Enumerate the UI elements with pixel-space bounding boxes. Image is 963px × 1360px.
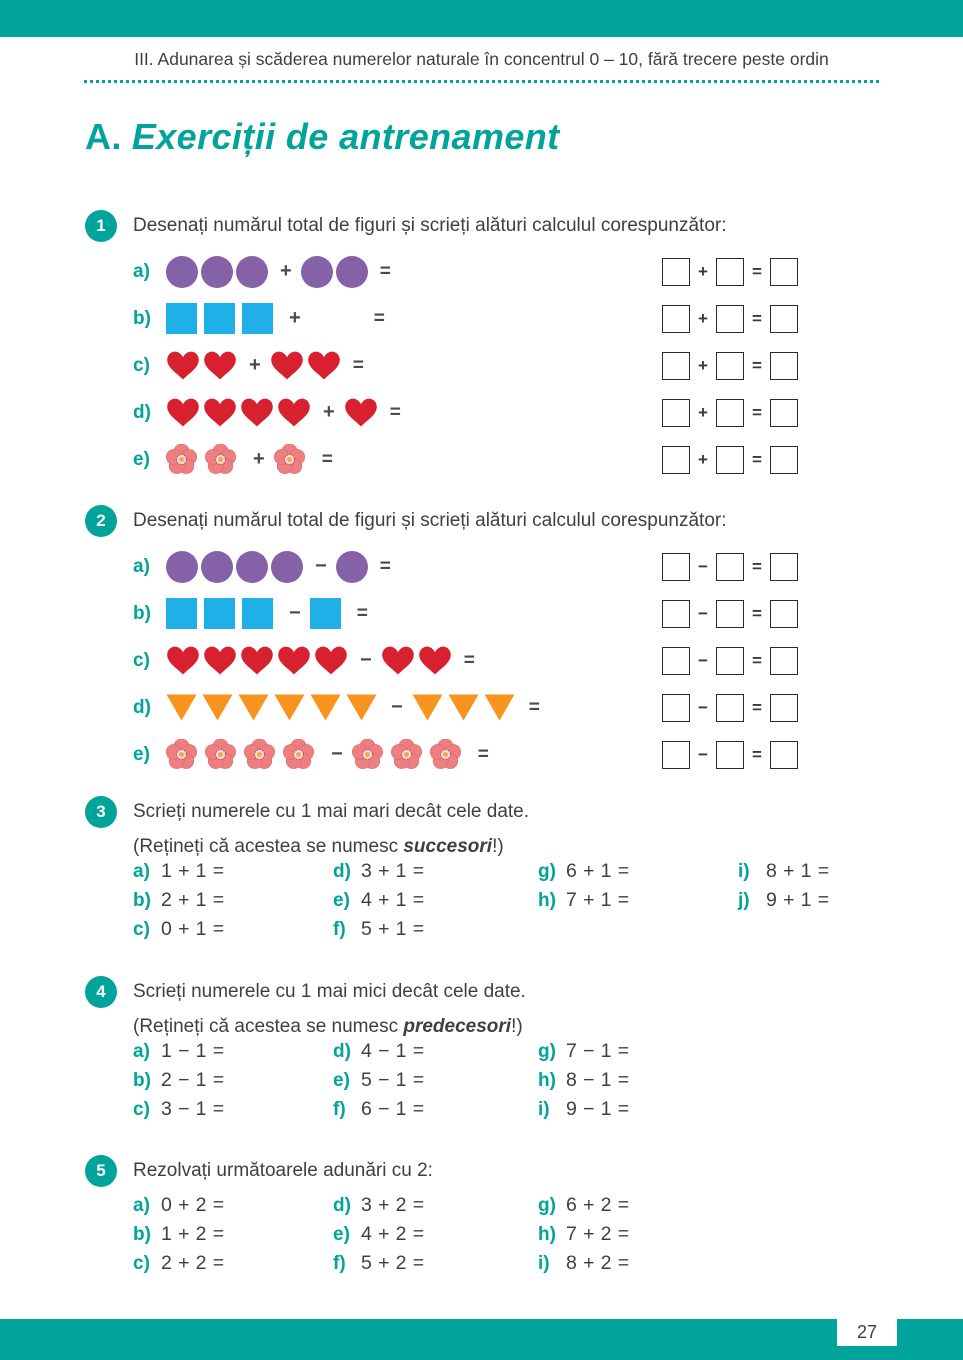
row-label: c) <box>133 354 150 376</box>
equals-sign: = <box>751 355 762 375</box>
heart-icon <box>203 350 237 381</box>
circle-shape-icon <box>166 551 198 583</box>
ex1-row-a <box>133 248 878 295</box>
note-term: predecesori <box>403 1016 512 1037</box>
answer-equation <box>662 305 798 333</box>
section-title-text: Exerciții de antrenament <box>131 116 560 157</box>
square-shape-icon <box>166 598 197 629</box>
ex3-column <box>538 857 738 944</box>
equals-sign: = <box>751 449 762 469</box>
note-term: succesori <box>403 836 493 857</box>
equals-sign: = <box>389 401 401 423</box>
triangle-icon <box>238 694 269 721</box>
item-expression: 4 − 1 = <box>361 1040 425 1062</box>
circle-shape-icon <box>236 551 268 583</box>
operator-sign: − <box>698 744 708 764</box>
item-label: h) <box>538 889 556 911</box>
note-suffix: !) <box>511 1016 523 1037</box>
ex4-item-f <box>333 1095 538 1124</box>
answer-box[interactable] <box>662 399 690 427</box>
operator-sign: + <box>280 260 292 282</box>
item-expression: 8 − 1 = <box>566 1069 630 1091</box>
heart-icon <box>381 645 415 676</box>
ex4-item-a <box>133 1037 333 1066</box>
ex3-item-i <box>738 857 830 886</box>
answer-box[interactable] <box>770 352 798 380</box>
item-label: h) <box>538 1069 556 1091</box>
ex5-item-i <box>538 1249 738 1278</box>
item-expression: 6 − 1 = <box>361 1098 425 1120</box>
exercise-3-note <box>133 835 878 859</box>
item-label: j) <box>738 889 750 911</box>
row-label: d) <box>133 401 151 423</box>
item-label: g) <box>538 1194 556 1216</box>
note-prefix: (Rețineți că acestea se numesc <box>133 836 404 857</box>
ex5-column <box>133 1191 333 1278</box>
ex3-item-g <box>538 857 738 886</box>
item-expression: 0 + 1 = <box>161 918 225 940</box>
item-label: f) <box>333 1098 346 1120</box>
ex1-row-d <box>133 389 878 436</box>
operator-sign: + <box>698 449 708 469</box>
exercise-3-header <box>85 791 878 828</box>
ex4-column <box>133 1037 333 1124</box>
item-expression: 5 + 1 = <box>361 918 425 940</box>
heart-icon <box>344 397 378 428</box>
operator-sign: − <box>698 603 708 623</box>
ex5-item-c <box>133 1249 333 1278</box>
ex2-row-b <box>133 590 878 637</box>
item-label: e) <box>333 1069 350 1091</box>
ex3-item-e <box>333 886 538 915</box>
operator-sign: − <box>391 696 403 718</box>
exercise-5 <box>85 1150 878 1278</box>
item-expression: 8 + 1 = <box>766 860 830 882</box>
ex4-item-d <box>333 1037 538 1066</box>
answer-box[interactable] <box>662 600 690 628</box>
circle-shape-icon <box>336 256 368 288</box>
equals-sign: = <box>751 744 762 764</box>
answer-equation <box>662 600 798 628</box>
section-title <box>85 116 560 158</box>
answer-box[interactable] <box>770 399 798 427</box>
answer-box[interactable] <box>662 741 690 769</box>
row-label: b) <box>133 307 151 329</box>
equals-sign: = <box>379 260 391 282</box>
item-expression: 5 − 1 = <box>361 1069 425 1091</box>
triangle-icon <box>202 694 233 721</box>
exercise-5-header <box>85 1150 878 1187</box>
circle-shape-icon <box>236 256 268 288</box>
item-label: a) <box>133 860 150 882</box>
answer-box[interactable] <box>716 694 744 722</box>
item-label: g) <box>538 1040 556 1062</box>
ex4-item-i <box>538 1095 738 1124</box>
item-label: h) <box>538 1223 556 1245</box>
item-label: a) <box>133 1040 150 1062</box>
item-expression: 2 − 1 = <box>161 1069 225 1091</box>
flower-icon <box>274 444 305 475</box>
heart-icon <box>270 350 304 381</box>
item-expression: 6 + 1 = <box>566 860 630 882</box>
equals-sign: = <box>751 308 762 328</box>
circle-shape-icon <box>271 551 303 583</box>
row-label: c) <box>133 649 150 671</box>
item-expression: 1 + 2 = <box>161 1223 225 1245</box>
flower-icon <box>283 739 314 770</box>
ex5-item-g <box>538 1191 738 1220</box>
circle-shape-icon <box>201 256 233 288</box>
answer-equation <box>662 446 798 474</box>
ex4-item-e <box>333 1066 538 1095</box>
row-label: d) <box>133 696 151 718</box>
item-expression: 9 + 1 = <box>766 889 830 911</box>
answer-box[interactable] <box>662 446 690 474</box>
answer-box[interactable] <box>770 258 798 286</box>
row-label: a) <box>133 555 150 577</box>
heart-icon <box>166 397 200 428</box>
circle-shape-icon <box>301 256 333 288</box>
answer-box[interactable] <box>716 258 744 286</box>
exercise-4-items <box>133 1037 878 1124</box>
top-accent-bar <box>0 0 963 37</box>
ex5-item-h <box>538 1220 738 1249</box>
answer-box[interactable] <box>770 553 798 581</box>
equals-sign: = <box>373 307 385 329</box>
answer-box[interactable] <box>770 694 798 722</box>
item-label: i) <box>538 1252 550 1274</box>
ex1-row-c <box>133 342 878 389</box>
flower-icon <box>166 444 197 475</box>
dotted-divider <box>84 80 879 83</box>
answer-box[interactable] <box>716 647 744 675</box>
item-label: e) <box>333 1223 350 1245</box>
operator-sign: − <box>289 602 301 624</box>
item-label: d) <box>333 1194 351 1216</box>
answer-box[interactable] <box>662 694 690 722</box>
item-expression: 6 + 2 = <box>566 1194 630 1216</box>
answer-box[interactable] <box>662 258 690 286</box>
exercise-3-badge: 3 <box>85 796 117 828</box>
ex5-item-a <box>133 1191 333 1220</box>
ex4-item-c <box>133 1095 333 1124</box>
ex5-item-f <box>333 1249 538 1278</box>
note-prefix: (Rețineți că acestea se numesc <box>133 1016 404 1037</box>
answer-equation <box>662 741 798 769</box>
page-number: 27 <box>856 1322 878 1342</box>
answer-box[interactable] <box>770 305 798 333</box>
square-shape-icon <box>242 303 273 334</box>
flower-icon <box>391 739 422 770</box>
ex5-item-e <box>333 1220 538 1249</box>
ex4-item-g <box>538 1037 738 1066</box>
item-expression: 5 + 2 = <box>361 1252 425 1274</box>
heart-icon <box>277 397 311 428</box>
square-shape-icon <box>310 598 341 629</box>
exercise-3-instruction: Scrieți numerele cu 1 mai mari decât cele date. <box>133 801 530 822</box>
ex5-column <box>333 1191 538 1278</box>
exercise-1 <box>85 205 878 483</box>
square-shape-icon <box>204 303 235 334</box>
exercise-3 <box>85 791 878 944</box>
circle-shape-icon <box>336 551 368 583</box>
item-label: e) <box>333 889 350 911</box>
equals-sign: = <box>751 556 762 576</box>
equals-sign: = <box>352 354 364 376</box>
equals-sign: = <box>751 402 762 422</box>
operator-sign: + <box>253 448 265 470</box>
answer-box[interactable] <box>716 305 744 333</box>
answer-box[interactable] <box>716 352 744 380</box>
triangle-icon <box>346 694 377 721</box>
exercise-1-badge: 1 <box>85 210 117 242</box>
answer-equation <box>662 352 798 380</box>
item-label: b) <box>133 1069 151 1091</box>
exercise-4-header <box>85 971 878 1008</box>
flower-icon <box>205 444 236 475</box>
ex3-item-a <box>133 857 333 886</box>
flower-icon <box>205 739 236 770</box>
ex3-column <box>133 857 333 944</box>
bottom-accent-bar <box>0 1319 963 1360</box>
operator-sign: − <box>698 556 708 576</box>
triangle-icon <box>448 694 479 721</box>
item-label: b) <box>133 889 151 911</box>
ex5-column <box>538 1191 738 1278</box>
equals-sign: = <box>463 649 475 671</box>
flower-icon <box>352 739 383 770</box>
item-expression: 1 − 1 = <box>161 1040 225 1062</box>
ex3-item-d <box>333 857 538 886</box>
item-label: i) <box>538 1098 550 1120</box>
exercise-2-rows <box>133 543 878 778</box>
item-label: c) <box>133 918 150 940</box>
flower-icon <box>430 739 461 770</box>
operator-sign: + <box>289 307 301 329</box>
answer-box[interactable] <box>662 305 690 333</box>
chapter-header: III. Adunarea și scăderea numerelor naturale în concentrul 0 – 10, fără trecere peste ordin <box>134 49 829 69</box>
answer-equation <box>662 553 798 581</box>
item-expression: 1 + 1 = <box>161 860 225 882</box>
equals-sign: = <box>751 697 762 717</box>
heart-icon <box>314 645 348 676</box>
exercise-2-instruction: Desenați numărul total de figuri și scrieți alături calculul corespunzător: <box>133 510 727 531</box>
exercise-5-badge: 5 <box>85 1155 117 1187</box>
circle-shape-icon <box>201 551 233 583</box>
flower-icon <box>166 739 197 770</box>
heart-icon <box>277 645 311 676</box>
equals-sign: = <box>379 555 391 577</box>
item-label: c) <box>133 1098 150 1120</box>
item-expression: 4 + 1 = <box>361 889 425 911</box>
ex3-item-c <box>133 915 333 944</box>
exercise-2-badge: 2 <box>85 505 117 537</box>
flower-icon <box>244 739 275 770</box>
answer-equation <box>662 647 798 675</box>
equals-sign: = <box>528 696 540 718</box>
answer-box[interactable] <box>716 399 744 427</box>
exercise-4-instruction: Scrieți numerele cu 1 mai mici decât cele date. <box>133 981 526 1002</box>
heart-icon <box>166 350 200 381</box>
heart-icon <box>240 397 274 428</box>
answer-equation <box>662 399 798 427</box>
ex4-item-b <box>133 1066 333 1095</box>
answer-box[interactable] <box>716 741 744 769</box>
answer-box[interactable] <box>716 446 744 474</box>
page-number-box <box>837 1319 897 1346</box>
row-label: e) <box>133 448 150 470</box>
ex3-item-f <box>333 915 538 944</box>
ex3-item-b <box>133 886 333 915</box>
ex5-item-b <box>133 1220 333 1249</box>
item-expression: 7 − 1 = <box>566 1040 630 1062</box>
answer-box[interactable] <box>716 553 744 581</box>
row-label: e) <box>133 743 150 765</box>
item-expression: 3 + 1 = <box>361 860 425 882</box>
exercise-5-items <box>133 1191 878 1278</box>
exercise-1-header <box>85 205 878 242</box>
ex5-item-d <box>333 1191 538 1220</box>
triangle-icon <box>412 694 443 721</box>
item-expression: 3 − 1 = <box>161 1098 225 1120</box>
square-shape-icon <box>166 303 197 334</box>
equals-sign: = <box>356 602 368 624</box>
item-label: d) <box>333 860 351 882</box>
item-label: b) <box>133 1223 151 1245</box>
item-expression: 7 + 2 = <box>566 1223 630 1245</box>
answer-box[interactable] <box>770 741 798 769</box>
note-suffix: !) <box>492 836 504 857</box>
item-label: c) <box>133 1252 150 1274</box>
equals-sign: = <box>321 448 333 470</box>
heart-icon <box>203 645 237 676</box>
ex2-row-e <box>133 731 878 778</box>
item-expression: 7 + 1 = <box>566 889 630 911</box>
operator-sign: − <box>315 555 327 577</box>
equals-sign: = <box>751 261 762 281</box>
heart-icon <box>166 645 200 676</box>
row-label: b) <box>133 602 151 624</box>
triangle-icon <box>274 694 305 721</box>
operator-sign: − <box>698 650 708 670</box>
operator-sign: − <box>698 697 708 717</box>
operator-sign: + <box>698 261 708 281</box>
circle-shape-icon <box>166 256 198 288</box>
answer-box[interactable] <box>770 446 798 474</box>
answer-equation <box>662 258 798 286</box>
ex3-item-j <box>738 886 830 915</box>
operator-sign: + <box>698 308 708 328</box>
item-expression: 8 + 2 = <box>566 1252 630 1274</box>
ex4-column <box>333 1037 538 1124</box>
exercise-3-items <box>133 857 878 944</box>
operator-sign: − <box>331 743 343 765</box>
item-label: g) <box>538 860 556 882</box>
square-shape-icon <box>204 598 235 629</box>
ex3-column <box>333 857 538 944</box>
exercise-4-note <box>133 1015 878 1039</box>
item-label: a) <box>133 1194 150 1216</box>
answer-box[interactable] <box>770 600 798 628</box>
item-label: i) <box>738 860 750 882</box>
item-label: d) <box>333 1040 351 1062</box>
item-expression: 9 − 1 = <box>566 1098 630 1120</box>
ex2-row-a <box>133 543 878 590</box>
equals-sign: = <box>751 603 762 623</box>
item-expression: 4 + 2 = <box>361 1223 425 1245</box>
exercise-5-instruction: Rezolvați următoarele adunări cu 2: <box>133 1160 433 1181</box>
operator-sign: + <box>698 402 708 422</box>
row-label: a) <box>133 260 150 282</box>
heart-icon <box>418 645 452 676</box>
heart-icon <box>203 397 237 428</box>
ex2-row-d <box>133 684 878 731</box>
item-label: f) <box>333 918 346 940</box>
item-label: f) <box>333 1252 346 1274</box>
operator-sign: − <box>360 649 372 671</box>
exercise-4 <box>85 971 878 1124</box>
item-expression: 0 + 2 = <box>161 1194 225 1216</box>
exercise-1-instruction: Desenați numărul total de figuri și scrieți alături calculul corespunzător: <box>133 215 727 236</box>
exercise-4-badge: 4 <box>85 976 117 1008</box>
operator-sign: + <box>698 355 708 375</box>
item-expression: 2 + 2 = <box>161 1252 225 1274</box>
ex4-item-h <box>538 1066 738 1095</box>
answer-box[interactable] <box>770 647 798 675</box>
operator-sign: + <box>249 354 261 376</box>
ex4-column <box>538 1037 738 1124</box>
ex1-row-b <box>133 295 878 342</box>
triangle-icon <box>484 694 515 721</box>
answer-box[interactable] <box>662 352 690 380</box>
triangle-icon <box>310 694 341 721</box>
heart-icon <box>240 645 274 676</box>
ex1-row-e <box>133 436 878 483</box>
equals-sign: = <box>751 650 762 670</box>
answer-equation <box>662 694 798 722</box>
triangle-icon <box>166 694 197 721</box>
ex2-row-c <box>133 637 878 684</box>
exercise-1-rows <box>133 248 878 483</box>
ex3-column <box>738 857 830 944</box>
section-letter: A. <box>85 116 122 157</box>
equals-sign: = <box>477 743 489 765</box>
operator-sign: + <box>323 401 335 423</box>
square-shape-icon <box>242 598 273 629</box>
heart-icon <box>307 350 341 381</box>
item-expression: 2 + 1 = <box>161 889 225 911</box>
item-expression: 3 + 2 = <box>361 1194 425 1216</box>
answer-box[interactable] <box>716 600 744 628</box>
ex3-item-h <box>538 886 738 915</box>
answer-box[interactable] <box>662 647 690 675</box>
answer-box[interactable] <box>662 553 690 581</box>
exercise-2-header <box>85 500 878 537</box>
exercise-2 <box>85 500 878 778</box>
